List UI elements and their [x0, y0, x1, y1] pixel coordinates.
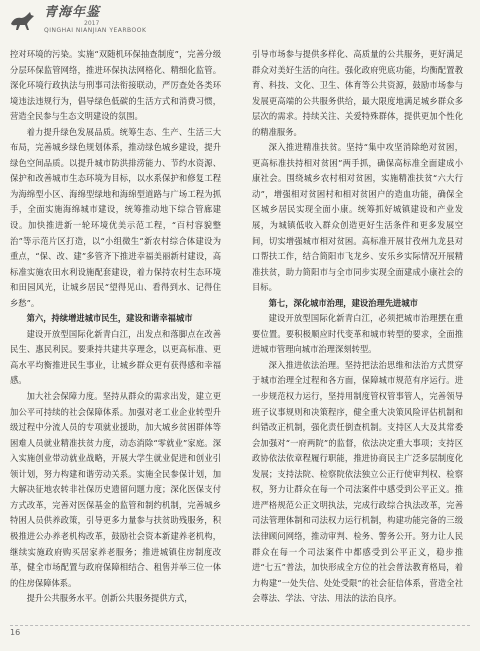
paragraph: 建设开放型国际化新青白江，出发点和落脚点在改善民生、惠民利民。要秉持共建共享理念，以更高标准、更高水平均衡推进民生事业，让城乡群众更有获得感和幸福感。: [10, 328, 221, 386]
brand-english-title: QINGHAI NIANJIAN YEARBOOK: [44, 27, 147, 34]
footer-divider: [10, 625, 470, 626]
brand-block: [44, 6, 146, 35]
paragraph: 深入推进依法治理。坚持把法治思维和法治方式贯穿于城市治理全过程和各方面，保障城市规范有序运行。进一步规范权力运行，坚持用制度管权管事管人，完善领导班子议事规则和决策程序，健全重大决策风险评估机制和纠错改正机制，强化责任倒查机制。支持区人大及其常委会加强对“一府两院”的监督，依法决定重大事项；支持区政协依法依章程履行职能，推进协商民主广泛多层制度化发展；支持法院、检察院依法独立公正行使审判权、检察权，努力让群众在每一个司法案件中感受到公平正义。推进严格规范公正文明执法，完成行政综合执法改革，完善司法管理体制和司法权力运行机制，构建功能完备的三级法律顾问网络，推动审判、检务、警务公开。努力让人民群众在每一个司法案件中都感受到公平正义，稳步推进“七五”普法，加快形成全方位的社会普法教育格局，着力构建“一处失信、处处受限”的社会征信体系，营造全社会尊法、学法、守法、用法的法治良序。: [252, 359, 463, 604]
paragraph: 着力提升绿色发展品质。统筹生态、生产、生活三大布局，完善城乡绿色规划体系，推动绿色城乡建设，提升绿色空间品质。以提升城市防洪排涝能力、节约水资源、保护和改善城市生态环境为目标，以水系保护和修复工程为海绵型小区、海绵型绿地和海绵型道路与广场工程为抓手，全面实施海绵城市建设，统筹推动地下综合管廊建设。加快推进新一轮环境优美示范工程，“百村容貌整治”等示范片区打造，以“小组微生”新农村综合体建设为重点，“保、改、建”多管齐下推进幸福美丽新村建设，高标准实施农田水利设施配套建设，着力保持农村生态环境和田园风光，让城乡居民“望得见山、看得到水、记得住乡愁”。: [10, 126, 221, 308]
brand-title: 青海年鉴: [44, 5, 101, 20]
right-column: [252, 47, 463, 607]
left-column: [10, 47, 221, 607]
brand-year: 2017: [84, 20, 100, 27]
paragraph: 加大社会保障力度。坚持从群众的需求出发，建立更加公平可持续的社会保障体系。加强对老工业企业转型升级过程中分流人员的专项就业援助，加大城乡贫困群体等困难人员就业精准扶贫力度，动态消除“零就业”家庭。深入实施创业带动就业战略，开展大学生就业促进和创业引领计划，努力构建和谐劳动关系。实施全民参保计划，加大解决征地农转非社保历史遗留问题力度；深化医保支付方式改革，完善对医保基金的监管和制约机制，完善城乡特困人员供养政策，引导更多力量参与扶贫助残服务，积极推进公办养老机构改革，鼓励社会资本新建养老机构，继续实施政府购买居家养老服务；推进城镇住房制度改革，健全市场配置与政府保障相结合、租售并举三位一体的住房保障体系。: [10, 391, 221, 588]
paragraph: 引导市场参与提供多样化、高质量的公共服务，更好满足群众对美好生活的向往。强化政府兜底功能，均衡配置教育、科技、文化、卫生、体育等公共资源，鼓励市场参与发展更高端的公共服务供给，最大限度地满足城乡群众多层次的需求。持续关注、关爱特殊群体，提供更加个性化的精准服务。: [252, 49, 463, 137]
page-number: 16: [10, 628, 21, 637]
paragraph: 深入推进精准扶贫。坚持“集中攻坚消除绝对贫困，更高标准扶持相对贫困”两手抓，确保高标准全面建成小康社会。围绕城乡农村相对贫困，实施精准扶贫“六大行动”，增强相对贫困村和相对贫困户的造血功能，确保全区城乡居民实现全面小康。统筹抓好城镇建设和产业发展，为城镇低收入群众创造更好生活条件和更多发展空间，切实增强城市相对贫困。高标准开展甘孜州九龙县对口帮扶工作，结合简阳市飞龙乡、安乐乡实际情况开展精准扶贫，助力简阳市与全市同步实现全面建成小康社会的目标。: [252, 142, 463, 293]
paragraph: 控对环境的污染。实施“双随机环保抽查制度”，完善分级分层环保监管网络，推进环保执法网格化、精细化监管。深化环境行政执法与刑事司法衔接联动，严厉查处各类环境违法违规行为，倡导绿色低碳的生活方式和消费习惯，营造全民参与生态文明建设的氛围。: [10, 49, 221, 122]
paragraph: 建设开放型国际化新青白江，必须把城市治理摆在重要位置。要积极顺应时代变革和城市转型的要求，全面推进城市管理向城市治理深刻转型。: [252, 313, 463, 355]
page-header: [8, 6, 146, 40]
section-heading: 第六，持续增进城市民生，建设和谐幸福城市: [26, 313, 193, 324]
paragraph: 提升公共服务水平。创新公共服务提供方式，: [26, 593, 193, 604]
horse-logo-icon: [8, 10, 38, 32]
section-heading: 第七，深化城市治理，建设治理先进城市: [268, 297, 418, 308]
